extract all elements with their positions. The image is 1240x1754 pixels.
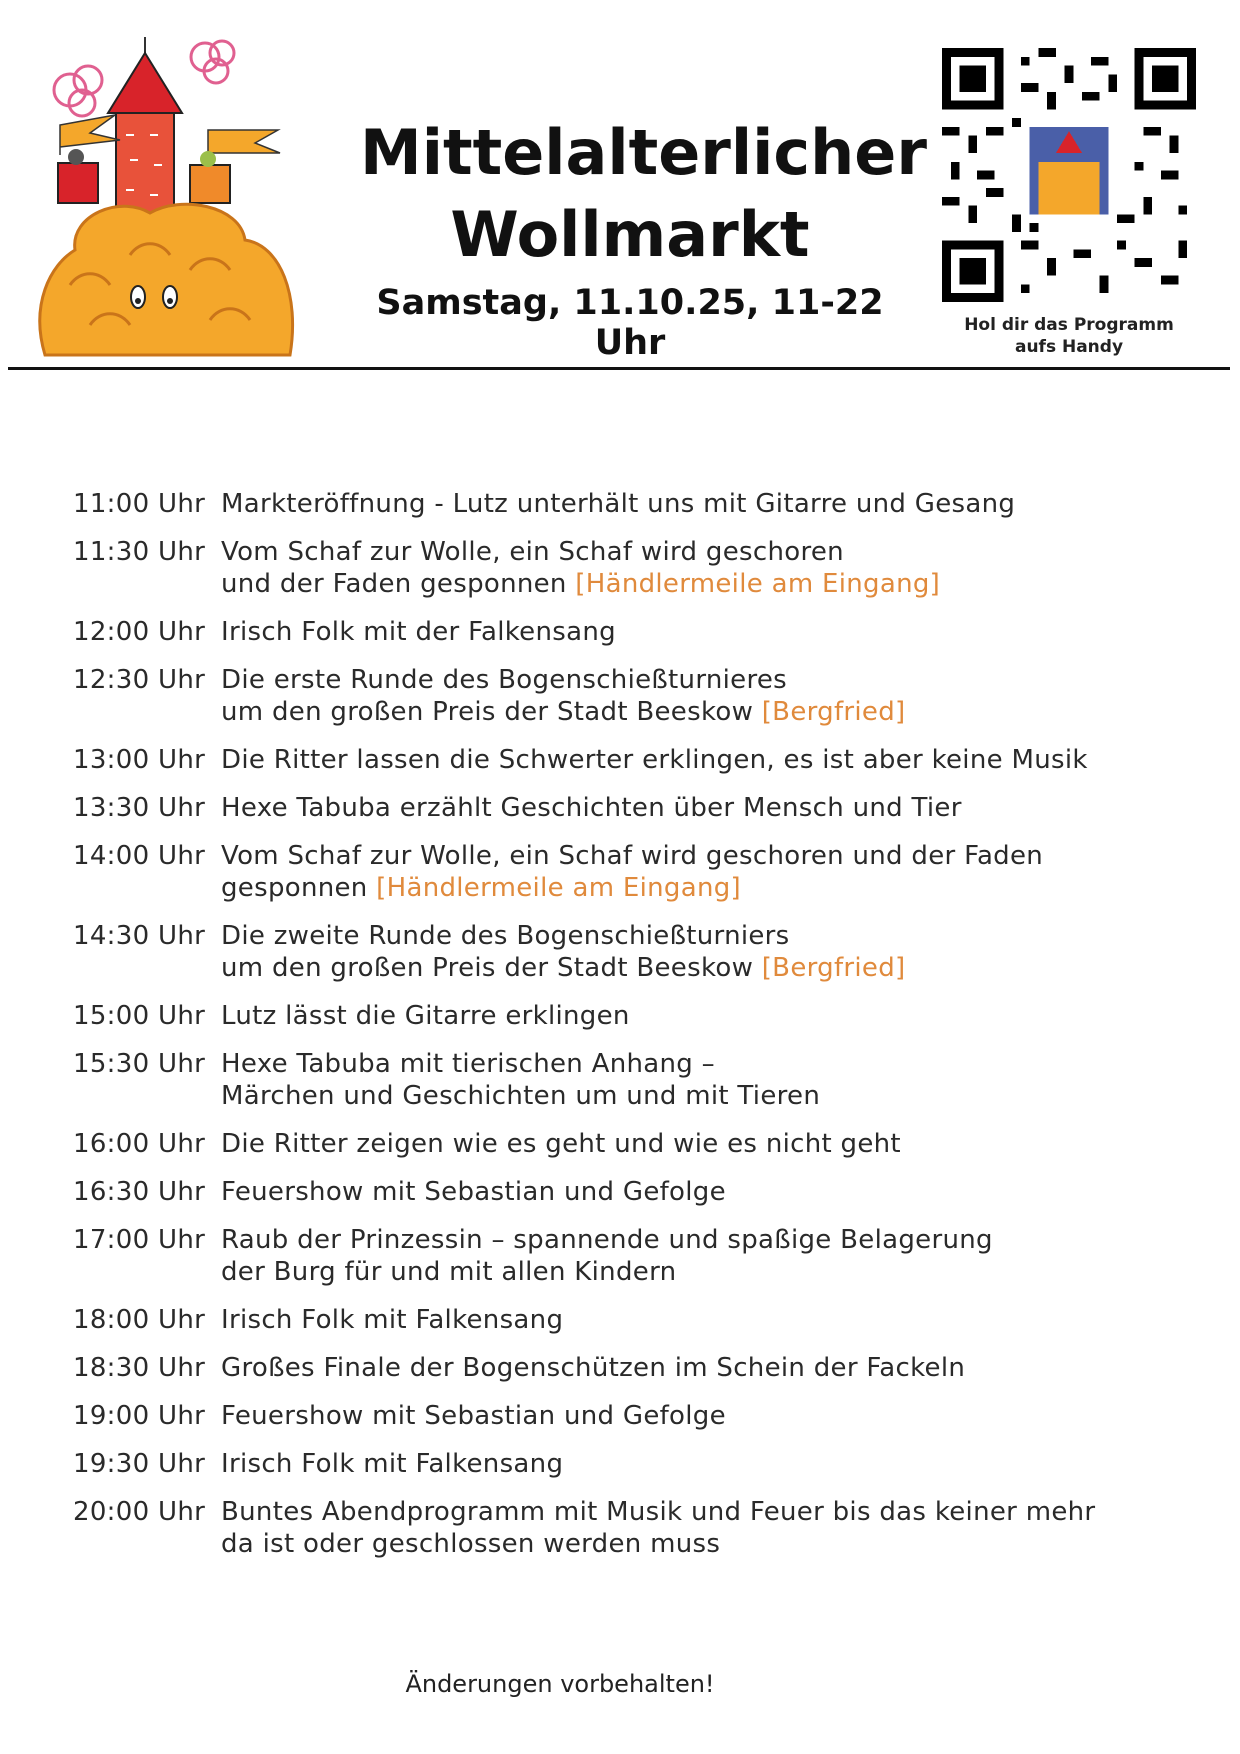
schedule-time: 13:30 Uhr	[73, 793, 206, 823]
schedule-line-2	[221, 872, 1193, 904]
schedule-line-2	[221, 1080, 1193, 1112]
schedule-description	[221, 1176, 1193, 1208]
schedule-time: 19:30 Uhr	[73, 1449, 206, 1479]
schedule-row	[73, 488, 1193, 520]
schedule-line-2-text: der Burg für und mit allen Kindern	[221, 1257, 677, 1287]
schedule-location: [Händlermeile am Eingang]	[575, 569, 941, 599]
schedule-line-2-text: da ist oder geschlossen werden muss	[221, 1529, 721, 1559]
knight-right-icon	[190, 151, 230, 203]
schedule-line-2-text: gesponnen	[221, 873, 368, 903]
schedule-line-1: Die zweite Runde des Bogenschießturniers	[221, 921, 790, 951]
schedule-line-2-text: um den großen Preis der Stadt Beeskow	[221, 697, 754, 727]
schedule-row	[73, 1448, 1193, 1480]
schedule-row	[73, 840, 1193, 904]
schedule-line-1: Irisch Folk mit Falkensang	[221, 1449, 564, 1479]
header	[0, 0, 1240, 372]
schedule-line-2	[221, 696, 1193, 728]
schedule-line-1: Raub der Prinzessin – spannende und spaßige Belagerung	[221, 1225, 993, 1255]
schedule-line-2-text: und der Faden gesponnen	[221, 569, 567, 599]
schedule-row	[73, 1176, 1193, 1208]
schedule-description	[221, 1304, 1193, 1336]
header-divider	[8, 367, 1230, 370]
sheep-icon	[40, 204, 293, 355]
schedule-row	[73, 744, 1193, 776]
schedule-line-1: Lutz lässt die Gitarre erklingen	[221, 1001, 630, 1031]
schedule-row	[73, 1304, 1193, 1336]
schedule-description	[221, 920, 1193, 984]
schedule-description	[221, 1448, 1193, 1480]
flag-right-icon	[208, 130, 280, 160]
schedule-location: [Bergfried]	[761, 953, 906, 983]
schedule-line-1: Feuershow mit Sebastian und Gefolge	[221, 1401, 726, 1431]
schedule-time: 14:00 Uhr	[73, 841, 206, 871]
schedule-time: 15:00 Uhr	[73, 1001, 206, 1031]
schedule-description	[221, 1496, 1193, 1560]
schedule-time: 18:00 Uhr	[73, 1305, 206, 1335]
schedule-description	[221, 840, 1193, 904]
schedule-line-2-text: Märchen und Geschichten um und mit Tieren	[221, 1081, 821, 1111]
schedule-description	[221, 664, 1193, 728]
schedule-line-1: Großes Finale der Bogenschützen im Schein der Fackeln	[221, 1353, 966, 1383]
schedule-line-1: Feuershow mit Sebastian und Gefolge	[221, 1177, 726, 1207]
schedule-description	[221, 792, 1193, 824]
schedule-row	[73, 920, 1193, 984]
schedule-description	[221, 1352, 1193, 1384]
schedule-time: 12:00 Uhr	[73, 617, 206, 647]
schedule-location: [Bergfried]	[761, 697, 906, 727]
qr-caption-line-2: aufs Handy	[1014, 337, 1124, 357]
schedule-description	[221, 1128, 1193, 1160]
event-date: Samstag, 11.10.25, 11-22 Uhr	[376, 283, 884, 363]
schedule-list	[73, 488, 1193, 1576]
cloud-left-icon	[54, 66, 102, 116]
schedule-row	[73, 1352, 1193, 1384]
schedule-line-1: Die Ritter zeigen wie es geht und wie es nicht geht	[221, 1129, 901, 1159]
schedule-row	[73, 792, 1193, 824]
schedule-time: 12:30 Uhr	[73, 665, 206, 695]
schedule-time: 11:30 Uhr	[73, 537, 206, 567]
schedule-time: 20:00 Uhr	[73, 1497, 206, 1527]
schedule-line-1: Buntes Abendprogramm mit Musik und Feuer bis das keiner mehr	[221, 1497, 1096, 1527]
schedule-row	[73, 1000, 1193, 1032]
schedule-time: 14:30 Uhr	[73, 921, 206, 951]
schedule-time: 11:00 Uhr	[73, 489, 206, 519]
schedule-row	[73, 1496, 1193, 1560]
schedule-line-1: Hexe Tabuba erzählt Geschichten über Mensch und Tier	[221, 793, 962, 823]
cloud-right-icon	[191, 41, 234, 83]
schedule-time: 16:00 Uhr	[73, 1129, 206, 1159]
schedule-time: 18:30 Uhr	[73, 1353, 206, 1383]
schedule-line-2	[221, 952, 1193, 984]
title-line-2: Wollmarkt	[450, 198, 810, 271]
schedule-line-1: Vom Schaf zur Wolle, ein Schaf wird geschoren und der Faden	[221, 841, 1044, 871]
schedule-line-1: Hexe Tabuba mit tierischen Anhang –	[221, 1049, 715, 1079]
schedule-line-2	[221, 1528, 1193, 1560]
schedule-description	[221, 536, 1193, 600]
schedule-description	[221, 616, 1193, 648]
schedule-time: 15:30 Uhr	[73, 1049, 206, 1079]
schedule-line-1: Markteröffnung - Lutz unterhält uns mit Gitarre und Gesang	[221, 489, 1016, 519]
schedule-location: [Händlermeile am Eingang]	[376, 873, 741, 903]
schedule-description	[221, 488, 1193, 520]
knight-left-icon	[58, 149, 98, 203]
schedule-row	[73, 1128, 1193, 1160]
schedule-row	[73, 536, 1193, 600]
qr-caption	[940, 314, 1198, 358]
qr-code-icon[interactable]	[942, 48, 1196, 302]
schedule-description	[221, 744, 1193, 776]
flag-left-icon	[60, 115, 120, 155]
schedule-line-1: Die Ritter lassen die Schwerter erklingen, es ist aber keine Musik	[221, 745, 1088, 775]
castle-sheep-illustration	[30, 35, 325, 365]
schedule-line-2-text: um den großen Preis der Stadt Beeskow	[221, 953, 754, 983]
tower-icon	[108, 37, 182, 228]
schedule-time: 17:00 Uhr	[73, 1225, 206, 1255]
schedule-line-2	[221, 568, 1193, 600]
schedule-row	[73, 1048, 1193, 1112]
schedule-description	[221, 1048, 1193, 1112]
schedule-time: 19:00 Uhr	[73, 1401, 206, 1431]
schedule-line-1: Vom Schaf zur Wolle, ein Schaf wird geschoren	[221, 537, 844, 567]
footer-note: Änderungen vorbehalten!	[405, 1670, 715, 1698]
schedule-line-2	[221, 1256, 1193, 1288]
schedule-description	[221, 1000, 1193, 1032]
schedule-row	[73, 664, 1193, 728]
schedule-row	[73, 1224, 1193, 1288]
schedule-line-1: Die erste Runde des Bogenschießturnieres	[221, 665, 788, 695]
schedule-row	[73, 1400, 1193, 1432]
schedule-time: 13:00 Uhr	[73, 745, 206, 775]
page-title	[360, 112, 927, 276]
title-line-1: Mittelalterlicher	[360, 116, 927, 189]
schedule-row	[73, 616, 1193, 648]
schedule-description	[221, 1224, 1193, 1288]
schedule-line-1: Irisch Folk mit der Falkensang	[221, 617, 616, 647]
schedule-description	[221, 1400, 1193, 1432]
schedule-line-1: Irisch Folk mit Falkensang	[221, 1305, 564, 1335]
schedule-time: 16:30 Uhr	[73, 1177, 206, 1207]
qr-caption-line-1: Hol dir das Programm	[964, 315, 1174, 335]
